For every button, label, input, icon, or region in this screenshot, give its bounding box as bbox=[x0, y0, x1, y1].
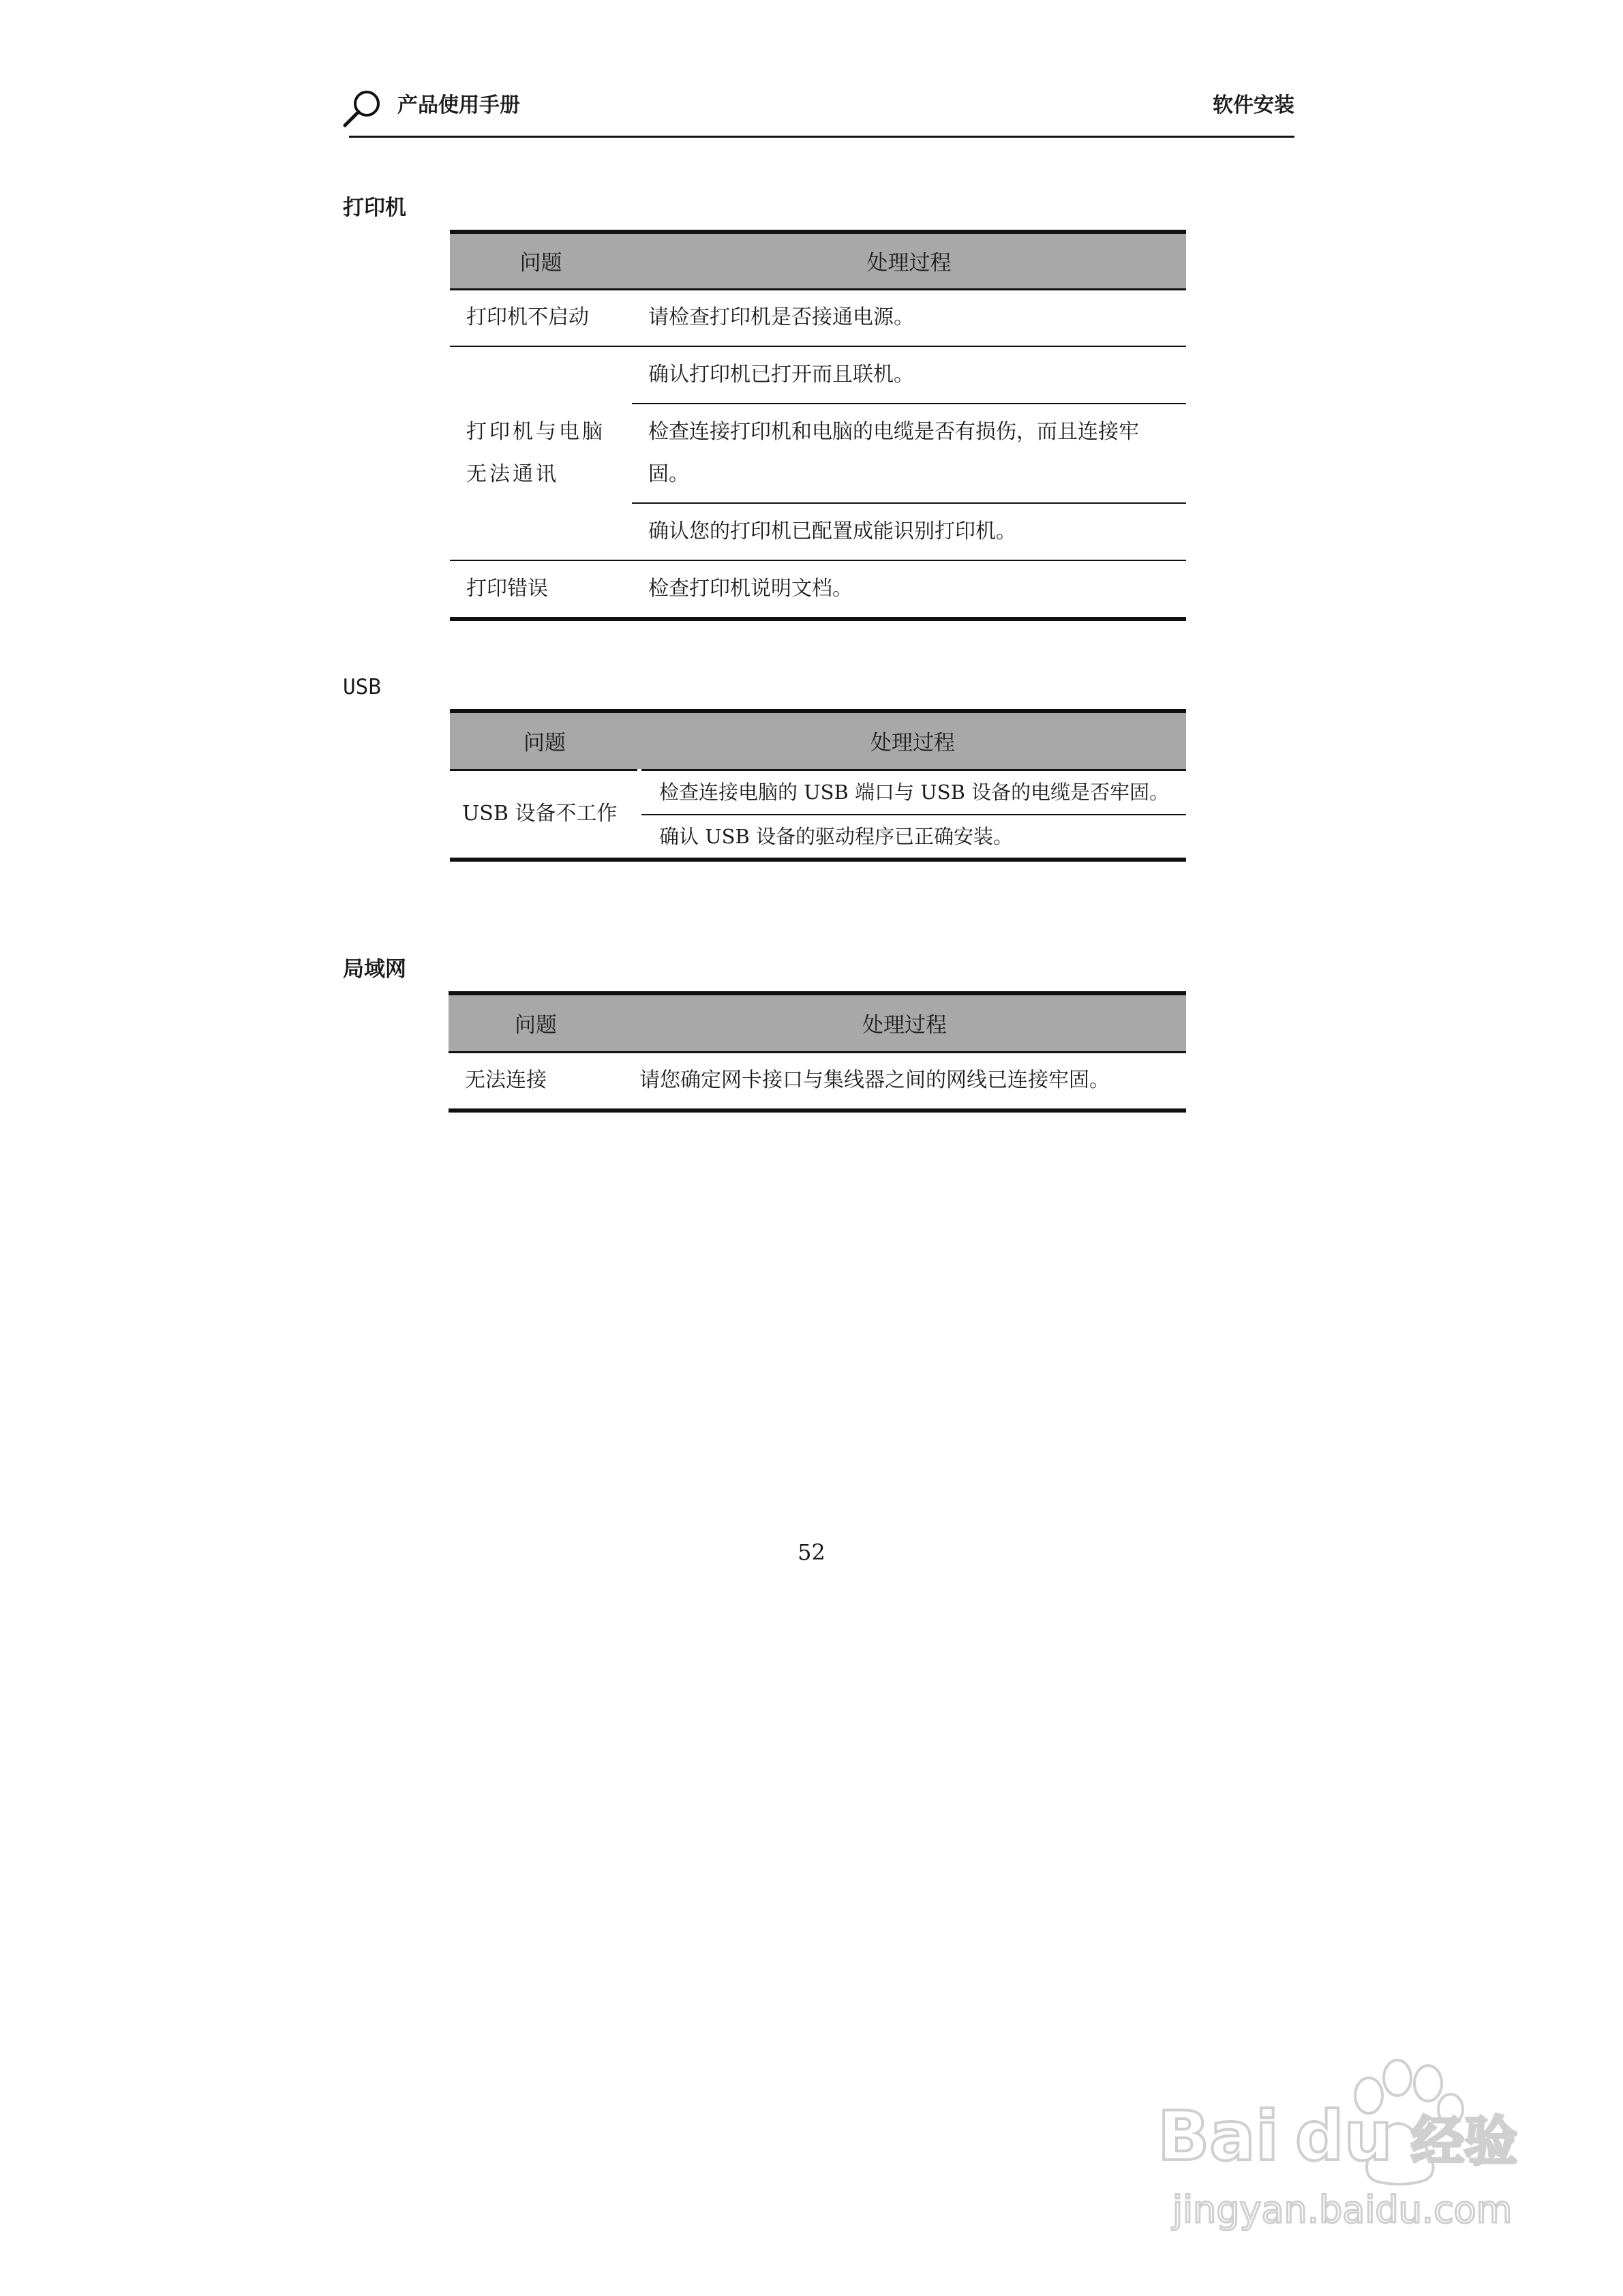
section-title-usb: USB bbox=[343, 675, 381, 699]
table-row bbox=[450, 289, 1186, 346]
problem-cell: 打印错误 bbox=[450, 560, 632, 619]
problem-cell: 无法连接 bbox=[449, 1052, 623, 1111]
column-header-process: 处理过程 bbox=[639, 711, 1186, 770]
problem-cell: 打印机与电脑无法通讯 bbox=[450, 346, 632, 560]
svg-text:Bai: Bai bbox=[1157, 2096, 1279, 2176]
process-cell: 确认 USB 设备的驱动程序已正确安装。 bbox=[639, 815, 1186, 860]
svg-text:jingyan.baidu.com: jingyan.baidu.com bbox=[1172, 2188, 1513, 2231]
process-cell: 确认您的打印机已配置成能识别打印机。 bbox=[632, 503, 1186, 560]
table-header-row bbox=[450, 232, 1186, 289]
table-header-row bbox=[449, 993, 1186, 1052]
process-cell: 检查连接打印机和电脑的电缆是否有损伤，而且连接牢固。 bbox=[632, 404, 1186, 503]
usb-table bbox=[450, 709, 1186, 862]
problem-cell: USB 设备不工作 bbox=[450, 770, 639, 860]
column-header-problem: 问题 bbox=[449, 993, 623, 1052]
printer-table bbox=[450, 230, 1186, 621]
process-cell: 检查打印机说明文档。 bbox=[632, 560, 1186, 619]
table-row bbox=[450, 560, 1186, 619]
table-row bbox=[449, 1052, 1186, 1111]
section-title-lan: 局域网 bbox=[343, 957, 406, 982]
section-title-printer: 打印机 bbox=[343, 196, 406, 220]
magnifier-icon bbox=[341, 87, 383, 130]
column-header-process: 处理过程 bbox=[632, 232, 1186, 289]
problem-cell: 打印机不启动 bbox=[450, 289, 632, 346]
manual-title: 产品使用手册 bbox=[397, 93, 520, 117]
svg-text:du: du bbox=[1295, 2096, 1393, 2176]
baidu-jingyan-watermark bbox=[1152, 2038, 1534, 2243]
chapter-title: 软件安装 bbox=[1213, 93, 1294, 117]
column-header-problem: 问题 bbox=[450, 711, 639, 770]
header-divider bbox=[349, 136, 1294, 138]
svg-text:经验: 经验 bbox=[1411, 2111, 1518, 2173]
column-header-process: 处理过程 bbox=[623, 993, 1186, 1052]
lan-table bbox=[449, 991, 1186, 1113]
process-cell: 检查连接电脑的 USB 端口与 USB 设备的电缆是否牢固。 bbox=[639, 770, 1186, 815]
table-row bbox=[450, 346, 1186, 404]
process-cell: 请检查打印机是否接通电源。 bbox=[632, 289, 1186, 346]
process-cell: 确认打印机已打开而且联机。 bbox=[632, 346, 1186, 404]
table-header-row bbox=[450, 711, 1186, 770]
page-number: 52 bbox=[798, 1539, 825, 1565]
column-header-problem: 问题 bbox=[450, 232, 632, 289]
process-cell: 请您确定网卡接口与集线器之间的网线已连接牢固。 bbox=[623, 1052, 1186, 1111]
table-row bbox=[450, 770, 1186, 815]
